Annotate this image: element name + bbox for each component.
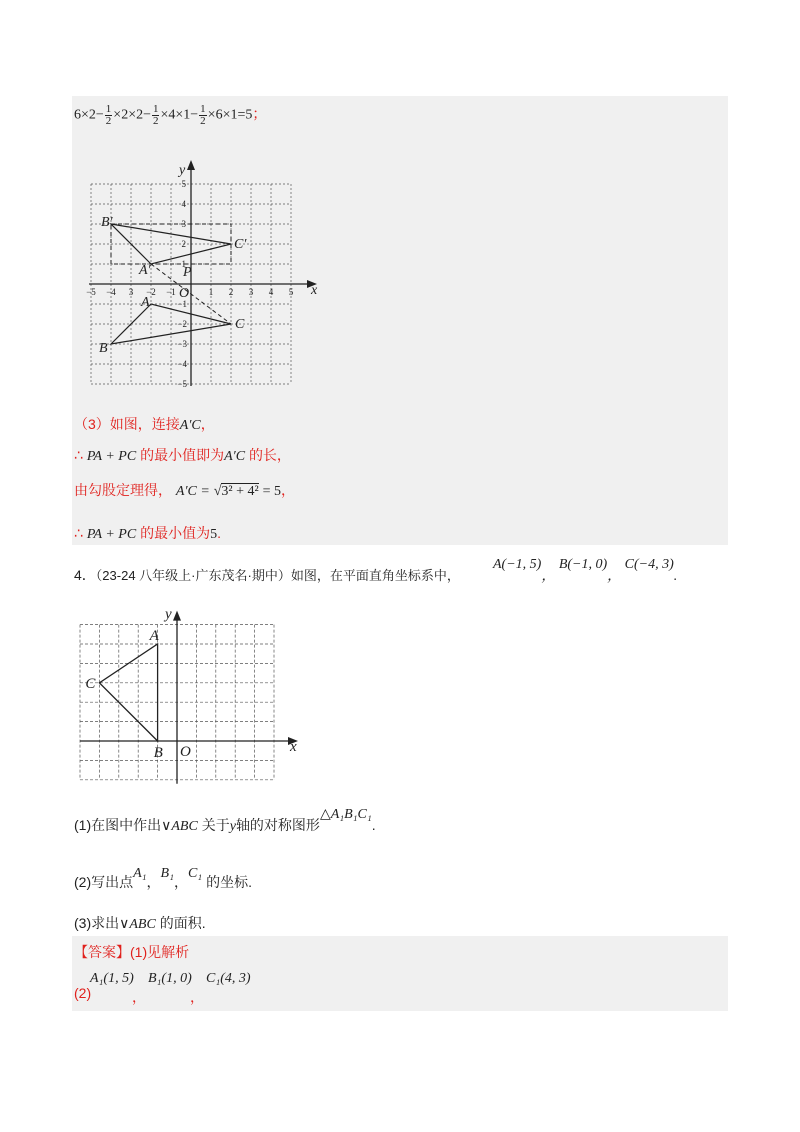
y-axis-label: y [179, 163, 186, 178]
y-tick-label: 1 [181, 259, 186, 269]
graph1-axes [89, 160, 317, 386]
origin-label: O [179, 286, 190, 301]
y-tick-label: 3 [181, 219, 186, 229]
label-c: C [85, 675, 96, 692]
step3-line1: （3）如图，连接A′C， [74, 416, 215, 433]
y-tick-label: −2 [177, 319, 187, 329]
y-tick-label: −4 [177, 359, 187, 369]
y-tick-label: −1 [177, 299, 187, 309]
y-tick-label: 5 [181, 179, 186, 189]
y-tick-label: 4 [181, 199, 186, 209]
graph1-labels [86, 163, 318, 389]
question4-stem: 4．（23-24 八年级上·广东茂名·期中）如图，在平面直角坐标系中， [74, 567, 460, 583]
label-p: P [183, 265, 192, 280]
y-axis-arrow [173, 611, 181, 621]
area-expression: 6×2− $\frac{1}{2}$ ×2×2− $\frac{1}{2}$ ×4×1− $\frac{1}{2}$ ×6×1=5； [74, 103, 267, 127]
label-a: A [149, 628, 159, 644]
coordinate-graph-2 [70, 605, 297, 785]
label-b: B [99, 341, 108, 356]
y-tick-label: −3 [177, 339, 187, 349]
x-tick-label: 3 [128, 287, 134, 297]
y-tick-label: 2 [181, 239, 186, 249]
label-a: A [141, 295, 150, 310]
x-tick-label: 3 [248, 287, 254, 297]
part3: (3)求出∨ABC 的面积. [74, 915, 206, 932]
label-c: C [235, 317, 245, 332]
x-axis-label: x [311, 283, 318, 298]
x-axis-label: x [290, 739, 297, 755]
y-tick-label: −5 [177, 379, 187, 389]
y-axis-arrow [187, 160, 195, 170]
triangle-abc [99, 644, 157, 741]
part1: (1)在图中作出∨ABC 关于y轴的对称图形△A₁B₁C₁. [74, 807, 376, 834]
origin-label: O [180, 744, 191, 760]
label-b-prime: B′ [101, 215, 113, 230]
y-axis-label: y [165, 606, 172, 623]
x-tick-label: 5 [288, 287, 294, 297]
x-tick-label: 2 [228, 287, 234, 297]
x-tick-label: −5 [86, 287, 96, 297]
label-a-prime: A′ [139, 263, 151, 278]
step3-line2: ∴ PA + PC 的最小值即为A′C 的长， [74, 447, 291, 464]
x-tick-label: −2 [146, 287, 156, 297]
x-tick-label: 1 [208, 287, 214, 297]
graph2-labels [85, 607, 297, 761]
step3-line3: 由勾股定理得， A′C = √3² + 4² = 5， [74, 482, 295, 499]
coordinate-graph-1 [84, 152, 324, 392]
question4-coords: A(−1, 5)， B(−1, 0)， C(−4, 3). [493, 557, 678, 584]
x-tick-label: 4 [268, 287, 274, 297]
x-tick-label: −4 [106, 287, 116, 297]
answer-line2: (2) A₁(1, 5) ， B₁(1, 0) ， C₁(4, 3) [74, 971, 251, 1005]
label-c-prime: C′ [234, 237, 247, 252]
step3-line4: ∴ PA + PC 的最小值为5. [74, 525, 221, 542]
answer-line1: 【答案】(1)见解析 [74, 944, 190, 960]
x-tick-label: −1 [166, 287, 176, 297]
label-b: B [153, 745, 163, 761]
part2: (2)写出点A₁，B₁，C₁ 的坐标. [74, 866, 252, 890]
